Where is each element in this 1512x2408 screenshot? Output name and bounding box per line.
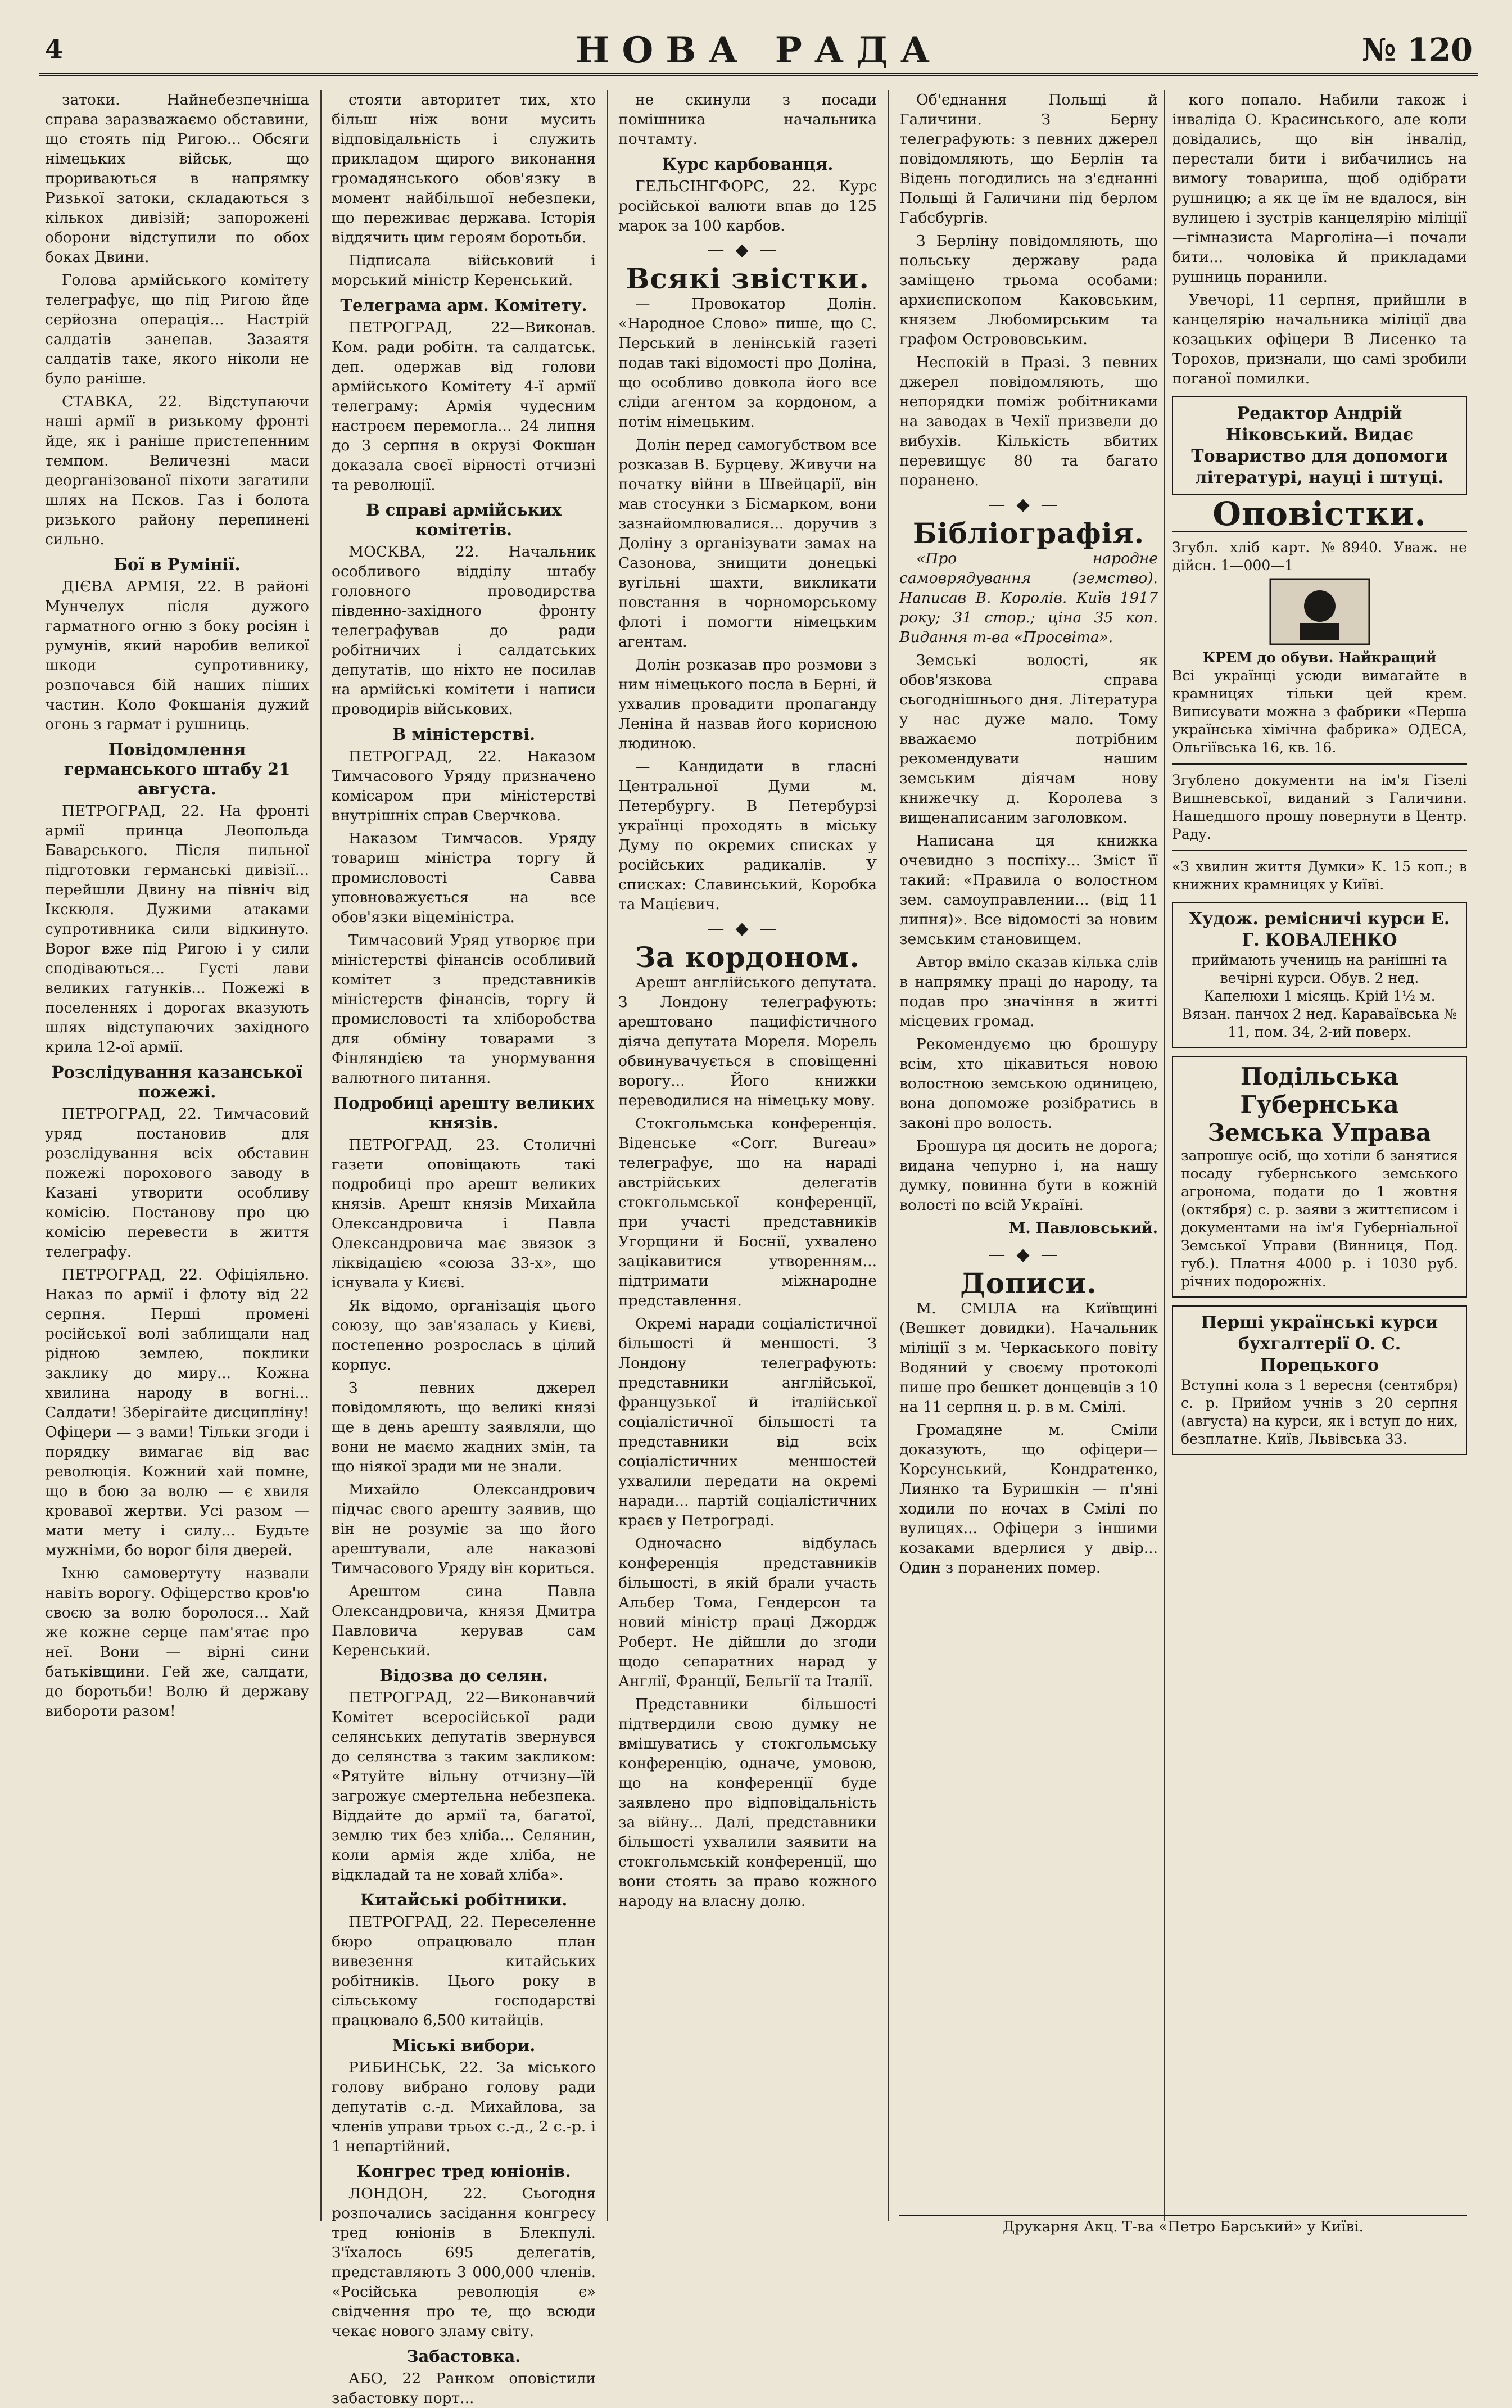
article-text: стояти авторитет тих, хто більш ніж вони мусить відповідальність і служить прикладом щирого виконання громадянського обов'язку в момент найбільшої небезпеки, що переживає держава. Історія віддячить цим героям боротьби. bbox=[332, 91, 596, 246]
section-heading: Повідомлення германського штабу 21 августа. bbox=[64, 740, 291, 798]
divider bbox=[1172, 850, 1467, 851]
article-text: не скинули з посади помішника начальника почтамту. bbox=[618, 91, 877, 148]
masthead bbox=[39, 22, 1478, 76]
section-heading: Відозва до селян. bbox=[379, 1666, 548, 1685]
article-text: Долін перед самогубством все розказав В. Бурцеву. Живучи на початку війни в Швейцарії, він мав стосунки з Бісмарком, вони зазнайомлювалися... доручив з Доліну з організувати замах на Сазонова, знищити донецькі вугільні шахти, викликати повстання в чорноморському флоті і помогти німецьким агентам. bbox=[618, 436, 877, 650]
editor-box bbox=[1172, 396, 1467, 495]
article-text: З Берліну повідомляють, що польську державу рада заміщено трьома особами: архиєпископом Каковським, князем Любомирським та графом Острововським. bbox=[899, 232, 1158, 348]
article-text: Долін розказав про розмови з ним німецького посла в Берні, й ухвалив провадити пропаганду Леніна й назвав його корисною людиною. bbox=[618, 656, 877, 752]
article-text: кого попало. Набили також і інваліда О. Красинського, але коли довідались, що він інвалід, перестали бити і вибачились на вимогу товариша, щоб одібрати рушницю; а як це їм не вдалося, він вулицею і зустрів канцелярію міліції—гімназиста Марголіна—і почали бити... чоловіка й прикладами рушниць поранили. bbox=[1172, 91, 1467, 286]
article-text: ПЕТРОГРАД, 22. Тимчасовий уряд постановив для розслідування всіх обставин пожежі порохового заводу в Казані утворити особливу комісію. Постанову про цю комісію перевести в життя телеграфу. bbox=[45, 1105, 309, 1261]
article-text: РИБИНСЬК, 22. За міського голову вибрано голову ради депутатів с.-д. Михайлова, за членів управи трьох с.-д., 2 с.-р. і 1 непартійний. bbox=[332, 2059, 596, 2155]
section-heading: Розслідування казанської пожежі. bbox=[51, 1063, 303, 1101]
column-2 bbox=[332, 90, 596, 2407]
section-heading: Забастовка. bbox=[406, 2347, 521, 2366]
newspaper-title: НОВА РАДА bbox=[576, 29, 942, 71]
divider bbox=[1172, 763, 1467, 765]
section-heading: Китайські робітники. bbox=[360, 1890, 568, 1909]
article-text: М. СМІЛА на Київщині (Вешкет довидки). Начальник міліції з м. Черкаського повіту Водяний у своєму протоколі пише про бешкет донцевців з 10 на 11 серпня ц. р. в м. Смілі. bbox=[899, 1300, 1158, 1416]
article-text: Рекомендуємо цю брошуру всім, хто цікавиться новою волостною земською одиницею, вона допоможе розібратись в законі про волость. bbox=[899, 1036, 1158, 1132]
article-text: Підписала військовий і морський міністр Керенський. bbox=[332, 252, 596, 289]
page-number: 4 bbox=[45, 34, 64, 64]
column-3 bbox=[618, 90, 877, 2221]
ornament-divider-icon: —◆— bbox=[988, 1245, 1069, 1264]
classified-ad: «З хвилин життя Думки» К. 15 коп.; в книжних крамницях у Київі. bbox=[1172, 859, 1467, 893]
column-divider bbox=[607, 90, 608, 2221]
ad-text: Вступні кола з 1 вересня (сентября) с. р. Прийом учнів з 20 серпня (августа) на курси, як і вступ до них, безплатне. Київ, Львівська 33. bbox=[1181, 1377, 1458, 1447]
section-title: Дописи. bbox=[960, 1267, 1097, 1300]
classified-ad: Згублено документи на ім'я Гізелі Вишневської, виданий з Галичини. Нашедшого прошу повернути в Центр. Раду. bbox=[1172, 772, 1467, 842]
courses-ad-box bbox=[1172, 902, 1467, 1048]
article-text: Автор вміло сказав кілька слів в напрямку праці до народу, та подав про значіння в житті місцевих громад. bbox=[899, 954, 1158, 1030]
article-text: Михайло Олександрович підчас свого арешту заявив, що він не розуміє за що його арештували, але наказові Тимчасового Уряду він кориться. bbox=[332, 1481, 596, 1577]
article-text: Представники більшості підтвердили свою думку не вмішуватись у стокгольмську конференцію, одначе, умовою, що на конференції буде заявлено про відповідальність за війну... Далі, представники більшості ухвалили заявити на стокгольмській конференції, що вони стоять за право кожного народу на власну долю. bbox=[618, 1696, 877, 1910]
section-heading: Бої в Румінії. bbox=[114, 555, 241, 574]
article-text: ПЕТРОГРАД, 22. Переселенне бюро опрацювало план вивезення китайських робітників. Цього року в сільському господарстві працювало 6,500 китайців. bbox=[332, 1913, 596, 2029]
ornament-divider-icon: —◆— bbox=[988, 495, 1069, 514]
classified-ad: КРЕМ до обуви. Найкращий bbox=[1202, 649, 1437, 666]
zemstvo-ad-box bbox=[1172, 1056, 1467, 1298]
article-text: АБО, 22 Ранком оповістили забастовку порт... bbox=[332, 2370, 596, 2407]
article-text: Тимчасовий Уряд утворює при міністерстві фінансів особливий комітет з представників міністерств фінансів, торгу й промисловості та хліборобства для обміну товарами з Фінляндією та унормування валютного питання. bbox=[332, 932, 596, 1087]
article-text: — Провокатор Долін. «Народное Слово» пише, що С. Перський в ленінській газеті подав такі відомості про Доліна, що особливо довкола його все сліди агентом за кордоном, а потім німецьким. bbox=[618, 295, 877, 431]
ad-title: Перші українські курси бухгалтерії О. С. Порецького bbox=[1201, 1313, 1438, 1375]
article-text: Окремі наради соціалістичної більшості й меншості. З Лондону телеграфують: представники англійської, французької й італійської соціалістичної більшості та представники від всіх соціалістичних меншостей ухвалили передати на окремі наради... партій соціалістичних краєв у Петрограді. bbox=[618, 1315, 877, 1529]
article-text: З певних джерел повідомляють, що великі князі ще в день арешту заявляли, що вони не маємо жадних змін, та що ніякої зради ми не знали. bbox=[332, 1379, 596, 1475]
article-text: ПЕТРОГРАД, 22. Офіціяльно. Наказ по армії і флоту від 22 серпня. Перші промені російської волі заблищали над рідною землею, поклики заклику до миру... Кожна хвилина народу в вогні... Салдати! Зберігайте дисципліну! Офіцери — з вами! Тільки згоди і порядку вимагає від вас революція. Кожний хай помне, що в бою за волю — є хвиля кровавої жертви. Усі разом — мати мету і силу... Будьте мужніми, бо ворог біля дверей. bbox=[45, 1266, 309, 1559]
article-text: ПЕТРОГРАД, 22. На фронті армії принца Леопольда Баварського. Після пильної підготовки германські дивізії... перейшли Двину на північ від Ікскюля. Дужими атаками супротивника сили відкинуто. Ворог вже під Ригою і у сили сподіваються... Густі лави великих гатунків... Пожежі в поселеннях і дорогах вказують шлях відступаючих західного крила 12-ої армії. bbox=[45, 802, 309, 1056]
column-divider bbox=[320, 90, 322, 2221]
section-title: Всякі звістки. bbox=[626, 262, 870, 295]
article-text: ГЕЛЬСІНГФОРС, 22. Курс російської валюти впав до 125 марок за 100 карбов. bbox=[618, 178, 877, 234]
book-citation: «Про народне самоврядування (земство). Написав В. Королів. Київ 1917 року; 31 стор.; ціна 35 коп. Видання т-ва «Просвіта». bbox=[899, 550, 1158, 646]
article-text: — Кандидати в гласні Центральної Думи м. Петербургу. В Петербурзі українці проходять в міську Думу по окремих списках у російських радикалів. У списках: Славинський, Коробка та Мацієвич. bbox=[618, 758, 877, 913]
article-text: Як відомо, організація цього союзу, що зав'язалась у Києві, постепенно розрослась в цілий корпус. bbox=[332, 1297, 596, 1374]
article-text: ПЕТРОГРАД, 22—Виконавчий Комітет всеросійської ради селянських депутатів звернувся до селянства з таким закликом: «Рятуйте вільну отчизну—їй загрожує смертельна небезпека. Віддайте до армії та, багатої, землю тих без хліба... Селянин, коли армія жде хліба, не відкладай та не ховай хліба». bbox=[332, 1689, 596, 1883]
section-heading: Конгрес тред юніонів. bbox=[356, 2162, 571, 2181]
section-heading: Курс карбованця. bbox=[662, 155, 834, 174]
section-heading: В справі армійських комітетів. bbox=[366, 500, 562, 539]
bookkeeping-ad-box bbox=[1172, 1305, 1467, 1455]
cream-ad-illustration-icon bbox=[1269, 578, 1370, 645]
section-heading: Телеграма арм. Комітету. bbox=[340, 296, 587, 315]
article-text: Голова армійського комітету телеграфує, що під Ригою йде серйозна операція... Настрій салдатів занепав. Зазаятя салдатів таке, якого ніколи не було раніше. bbox=[45, 272, 309, 387]
section-title: За кордоном. bbox=[635, 941, 860, 974]
article-text: затоки. Найнебезпечніша справа заразважаємо обставини, що стоять під Ригою... Обсяги німецьких військ, що прориваються в напрямку Ризької затоки, складаються з кількох дивізій; запорожені оборони відступили по обох боках Двини. bbox=[45, 91, 309, 266]
author-signature: М. Павловський. bbox=[1009, 1219, 1158, 1237]
section-title: Бібліографія. bbox=[912, 517, 1145, 550]
section-title: Оповістки. bbox=[1212, 495, 1427, 533]
article-text: Одночасно відбулась конференція представників більшості, в якій брали участь Альбер Тома, Гендерсон та новий міністр праці Джордж Роберт. Не дійшли до згоди щодо сепаратних нарад у Англії, Франції, Бельгії та Італії. bbox=[618, 1535, 877, 1690]
article-text: Стокгольмська конференція. Віденське «Corr. Bureau» телеграфує, що на нараді австрійських делегатів стокгольмської конференції, при участі представників Угорщини й Боснії, ухвалено зацікавитися утворенням... підтримати міжнародне представлення. bbox=[618, 1115, 877, 1309]
ornament-divider-icon: —◆— bbox=[707, 919, 788, 938]
article-text: ЛОНДОН, 22. Сьогодня розпочались засідання конгресу тред юніонів в Блекпулі. З'їхалось 695 делегатів, представляють 3 000,000 членів. «Російська революція є» свідчення про те, що всюди чекає нового зламу світу. bbox=[332, 2185, 596, 2340]
article-text: СТАВКА, 22. Відступаючи наші армії в ризькому фронті йде, як і раніше пристепенним темпом. Величезні маси деорганізованої піхоти загатили шлях на Псков. Газ і болота ризького району перепинені сильно. bbox=[45, 393, 309, 548]
editor-credit: Редактор Андрій Ніковський. Видає Товариство для допомоги літературі, науці і штуці. bbox=[1191, 404, 1448, 487]
article-text: Земські волості, як обов'язкова справа сьогоднішнього дня. Література у нас дуже мало. Тому вважаємо потрібним рекомендувати нашим земським діячам нову книжечку д. Королева з вищенаписаним заголовком. bbox=[899, 652, 1158, 826]
ad-text: приймають учениць на ранішні та вечірні курси. Обув. 2 нед. Капелюхи 1 місяць. Крій 1½ м. Вязан. панчох 2 нед. Караваївська № 11, пом. 34, 2-ий поверх. bbox=[1181, 952, 1457, 1040]
article-text: ПЕТРОГРАД, 23. Столичні газети оповіщають такі подробиці про арешт великих князів. Арешт князів Михайла Олександровича і Павла Олександровича має звязок з ліквідацією «союза 33-х», що існувала у Києві. bbox=[332, 1136, 596, 1291]
column-4 bbox=[899, 90, 1158, 2221]
article-text: Арешт англійського депутата. З Лондону телеграфують: арештовано пацифістичного діяча депутата Мореля. Морель обвинувачується в сповіщенні ворогу... Його книжки переводилися на німецьку мову. bbox=[618, 974, 877, 1109]
issue-number: № 120 bbox=[1361, 31, 1473, 69]
article-text: ПЕТРОГРАД, 22—Виконав. Ком. ради робітн. та салдатськ. деп. одержав від голови армійського Комітету 4-ї армії телеграму: Армія чудесним настроєм перемогла... 24 липня до 3 серпня в окрузі Фокшан доказала своєї вірності отчизні та революції. bbox=[332, 319, 596, 494]
section-heading: В міністерстві. bbox=[392, 725, 536, 744]
article-text: МОСКВА, 22. Начальник особливого відділу штабу головного проводирства південно-західного фронту телеграфував до ради робітничих і салдатських депутатів, що ніхто не посилав на армійські комітети і написи проводирів військових. bbox=[332, 543, 596, 718]
article-text: Написана ця книжка очевидно з поспіху... Зміст її такий: «Правила о волостном зем. самоуправлении... (від 11 липня)». Все відомості за новим земським становищем. bbox=[899, 832, 1158, 948]
ad-text: запрошує осіб, що хотіли б занятися посаду губернського земського агронома, подати до 1 жовтня (октября) с. р. заяви з життєписом і документами на ім'я Губерніальної Земської Управи (Винниця, Под. губ.). Платня 4000 р. і 1030 руб. річних подорожніх. bbox=[1181, 1147, 1458, 1290]
classified-ad: Всі українці усюди вимагайте в крамницях тільки цей крем. Виписувати можна з фабрики «Перша українська хімічна фабрика» ОДЕСА, Ольгіївська 16, кв. 16. bbox=[1172, 667, 1467, 756]
ornament-divider-icon: —◆— bbox=[707, 240, 788, 260]
article-text: Іхню самовертуту назвали навіть ворогу. Офіцерство кров'ю своєю за волю боролося... Хай же кожне серце пам'ятає про неї. Вони — вірні сини батьківщини. Гей же, салдати, до боротьби! Волю й державу вибороти разом! bbox=[45, 1565, 309, 1720]
ad-title: Подільська Губернська Земська Управа bbox=[1207, 1063, 1432, 1146]
section-heading: Подробиці арешту великих князів. bbox=[333, 1094, 595, 1132]
article-text: Арештом сина Павла Олександровича, князя Дмитра Павловича керував сам Керенський. bbox=[332, 1583, 596, 1659]
column-divider bbox=[1164, 90, 1165, 2221]
article-text: Увечорі, 11 серпня, прийшли в канцелярію начальника міліції два козацьких офіцери В Лисенко та Торохов, признали, що самі зробили поганої помилки. bbox=[1172, 291, 1467, 387]
article-text: ДІЄВА АРМІЯ, 22. В районі Мунчелух після дужого гарматного огню з боку росіян і румунів, який наробив великої шкоди супротивнику, розпочався бій наших піших частин. Коло Фокшанія дужий огонь з гармат і рушниць. bbox=[45, 578, 309, 733]
ad-title: Худож. ремісничі курси Е. Г. КОВАЛЕНКО bbox=[1189, 909, 1450, 950]
column-1 bbox=[45, 90, 309, 2221]
section-heading: Міські вибори. bbox=[392, 2036, 536, 2055]
article-text: ПЕТРОГРАД, 22. Наказом Тимчасового Уряду призначено комісаром при міністерстві внутрішніх справ Сверчкова. bbox=[332, 748, 596, 824]
article-text: Наказом Тимчасов. Уряду товариш міністра торгу й промисловості Савва уповноважується на все обов'язки віцеміністра. bbox=[332, 830, 596, 926]
classified-ad: Згубл. хліб карт. №8940. Уваж. не дійсн. 1—000—1 bbox=[1172, 539, 1467, 573]
article-text: Неспокій в Празі. З певних джерел повідомляють, що непорядки поміж робітниками на заводах в Чехії призвели до вибухів. Кількість вбитих перевищує 80 та багато поранено. bbox=[899, 354, 1158, 489]
printer-imprint: Друкарня Акц. Т-ва «Петро Барський» у Київі. bbox=[899, 2215, 1467, 2235]
article-text: Брошура ця досить не дорога; видана чепурно і, на нашу думку, повинна бути в кожній волості по всій Україні. bbox=[899, 1137, 1158, 1214]
article-text: Громадяне м. Сміли доказують, що офіцери—Корсунський, Кондратенко, Лиянко та Буришкін — п'яні ходили по ночах в Смілі по вулицях... Офіцери з іншими козаками вдерлися у двір... Один з поранених помер. bbox=[899, 1421, 1158, 1576]
column-5 bbox=[1172, 90, 1467, 2221]
column-divider bbox=[888, 90, 889, 2221]
article-text: Об'єднання Польщі й Галичини. З Берну телеграфують: з певних джерел повідомляють, що Берлін та Відень погодились на з'єднанні Польщі й Галичини під берлом Габсбургів. bbox=[899, 91, 1158, 227]
